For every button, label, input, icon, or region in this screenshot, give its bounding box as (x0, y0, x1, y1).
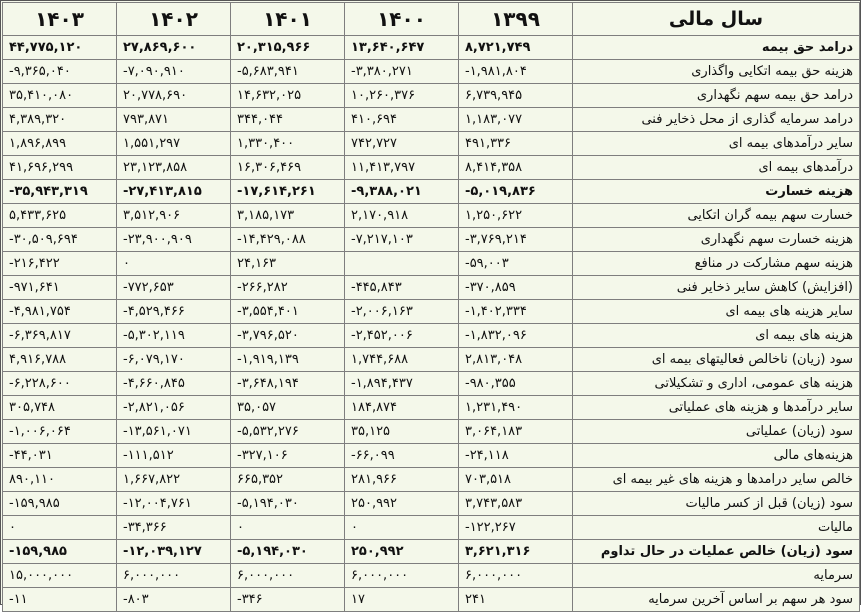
cell-value: ۱۱,۴۱۳,۷۹۷ (345, 156, 459, 180)
row-label: (افزایش) کاهش سایر ذخایر فنی (573, 276, 860, 300)
table-row (3, 540, 860, 564)
cell-value: ۴۱,۶۹۶,۲۹۹ (3, 156, 117, 180)
financial-statement-table (2, 2, 860, 612)
cell-value: -۹,۳۸۸,۰۲۱ (345, 180, 459, 204)
table-body (3, 36, 860, 612)
cell-value: ۲۷,۸۶۹,۶۰۰ (117, 36, 231, 60)
cell-value: -۱,۰۰۶,۰۶۴ (3, 420, 117, 444)
cell-value: ۰ (3, 516, 117, 540)
cell-value: -۶,۰۷۹,۱۷۰ (117, 348, 231, 372)
cell-value: -۵۹,۰۰۳ (459, 252, 573, 276)
cell-value: -۵,۱۹۴,۰۳۰ (231, 492, 345, 516)
cell-value: ۳۵,۰۵۷ (231, 396, 345, 420)
cell-value: ۰ (231, 516, 345, 540)
table-row (3, 156, 860, 180)
cell-value: -۱,۴۰۲,۳۳۴ (459, 300, 573, 324)
row-label: سایر درآمدهای بیمه ای (573, 132, 860, 156)
cell-value: -۲۷,۴۱۳,۸۱۵ (117, 180, 231, 204)
row-label: درامد حق بیمه (573, 36, 860, 60)
table-row (3, 372, 860, 396)
cell-value: ۳,۶۲۱,۳۱۶ (459, 540, 573, 564)
cell-value: ۶۶۵,۳۵۲ (231, 468, 345, 492)
cell-value: -۱۴,۴۲۹,۰۸۸ (231, 228, 345, 252)
row-label: سود (زیان) ناخالص فعالیتهای بیمه ای (573, 348, 860, 372)
cell-value: -۱۵۹,۹۸۵ (3, 540, 117, 564)
cell-value: ۳,۷۴۳,۵۸۳ (459, 492, 573, 516)
cell-value: -۲,۰۰۶,۱۶۳ (345, 300, 459, 324)
cell-value: -۲,۴۵۲,۰۰۶ (345, 324, 459, 348)
cell-value: ۶,۰۰۰,۰۰۰ (117, 564, 231, 588)
cell-value: -۱۷,۶۱۴,۲۶۱ (231, 180, 345, 204)
row-label: درامد سرمایه گذاری از محل ذخایر فنی (573, 108, 860, 132)
cell-value: -۲۱۶,۴۲۲ (3, 252, 117, 276)
cell-value: ۴۱۰,۶۹۴ (345, 108, 459, 132)
cell-value: ۷۴۲,۷۲۷ (345, 132, 459, 156)
cell-value: -۱۱۱,۵۱۲ (117, 444, 231, 468)
table-row (3, 564, 860, 588)
cell-value: -۳۴,۳۶۶ (117, 516, 231, 540)
cell-value: -۴,۹۸۱,۷۵۴ (3, 300, 117, 324)
cell-value: ۱,۲۳۱,۴۹۰ (459, 396, 573, 420)
cell-value: -۴,۵۲۹,۴۶۶ (117, 300, 231, 324)
cell-value: ۶,۰۰۰,۰۰۰ (345, 564, 459, 588)
cell-value: ۱,۷۴۴,۶۸۸ (345, 348, 459, 372)
cell-value: -۲۶۶,۲۸۲ (231, 276, 345, 300)
cell-value: ۸,۷۲۱,۷۴۹ (459, 36, 573, 60)
year-header: ۱۴۰۳ (3, 3, 117, 36)
row-label: هزینه سهم مشارکت در منافع (573, 252, 860, 276)
cell-value: ۳,۰۶۴,۱۸۳ (459, 420, 573, 444)
table-row (3, 36, 860, 60)
cell-value: ۲,۱۷۰,۹۱۸ (345, 204, 459, 228)
row-label: سرمایه (573, 564, 860, 588)
cell-value: -۷,۲۱۷,۱۰۳ (345, 228, 459, 252)
cell-value: ۱۳,۶۴۰,۶۴۷ (345, 36, 459, 60)
cell-value: ۲۳,۱۲۳,۸۵۸ (117, 156, 231, 180)
cell-value: ۴۹۱,۳۳۶ (459, 132, 573, 156)
cell-value: ۳۵,۱۲۵ (345, 420, 459, 444)
cell-value: ۲۴,۱۶۳ (231, 252, 345, 276)
cell-value: ۱۸۴,۸۷۴ (345, 396, 459, 420)
cell-value: -۴۴,۰۳۱ (3, 444, 117, 468)
cell-value: ۱۵,۰۰۰,۰۰۰ (3, 564, 117, 588)
cell-value: -۵,۵۳۲,۲۷۶ (231, 420, 345, 444)
table-row (3, 492, 860, 516)
row-label: هزینه خسارت (573, 180, 860, 204)
cell-value: -۳,۶۴۸,۱۹۴ (231, 372, 345, 396)
cell-value: -۳۴۶ (231, 588, 345, 612)
row-label: هزینه های عمومی، اداری و تشکیلاتی (573, 372, 860, 396)
table-row (3, 84, 860, 108)
year-header: ۱۴۰۲ (117, 3, 231, 36)
row-label: خسارت سهم بیمه گران اتکایی (573, 204, 860, 228)
fiscal-year-header: سال مالی (573, 3, 860, 36)
cell-value: ۱,۵۵۱,۲۹۷ (117, 132, 231, 156)
table-row (3, 348, 860, 372)
cell-value: -۶,۳۶۹,۸۱۷ (3, 324, 117, 348)
cell-value: -۳,۳۸۰,۲۷۱ (345, 60, 459, 84)
table-row (3, 396, 860, 420)
row-label: سود (زیان) خالص عملیات در حال تداوم (573, 540, 860, 564)
cell-value: -۴۴۵,۸۴۳ (345, 276, 459, 300)
row-label: هزینه های بیمه ای (573, 324, 860, 348)
cell-value: ۸۹۰,۱۱۰ (3, 468, 117, 492)
cell-value: -۳۲۷,۱۰۶ (231, 444, 345, 468)
row-label: سود (زیان) قبل از کسر مالیات (573, 492, 860, 516)
table-row (3, 444, 860, 468)
cell-value: -۱۳,۵۶۱,۰۷۱ (117, 420, 231, 444)
table-row (3, 228, 860, 252)
row-label: سایر هزینه های بیمه ای (573, 300, 860, 324)
cell-value (345, 252, 459, 276)
row-label: درآمدهای بیمه ای (573, 156, 860, 180)
cell-value: -۴,۶۶۰,۸۴۵ (117, 372, 231, 396)
cell-value: ۷۰۳,۵۱۸ (459, 468, 573, 492)
cell-value: -۷,۰۹۰,۹۱۰ (117, 60, 231, 84)
cell-value: ۳۰۵,۷۴۸ (3, 396, 117, 420)
cell-value: -۳۰,۵۰۹,۶۹۴ (3, 228, 117, 252)
cell-value: ۱,۶۶۷,۸۲۲ (117, 468, 231, 492)
table-row (3, 108, 860, 132)
cell-value: ۴,۹۱۶,۷۸۸ (3, 348, 117, 372)
table-row (3, 60, 860, 84)
cell-value: ۲۰,۳۱۵,۹۶۶ (231, 36, 345, 60)
cell-value: ۳,۱۸۵,۱۷۳ (231, 204, 345, 228)
cell-value: -۱,۹۱۹,۱۳۹ (231, 348, 345, 372)
cell-value: -۵,۳۰۲,۱۱۹ (117, 324, 231, 348)
cell-value: -۱,۸۹۴,۴۳۷ (345, 372, 459, 396)
year-header: ۱۳۹۹ (459, 3, 573, 36)
cell-value: -۲۴,۱۱۸ (459, 444, 573, 468)
row-label: درامد حق بیمه سهم نگهداری (573, 84, 860, 108)
cell-value: ۴,۳۸۹,۳۲۰ (3, 108, 117, 132)
cell-value: -۳,۷۹۶,۵۲۰ (231, 324, 345, 348)
cell-value: ۶,۰۰۰,۰۰۰ (231, 564, 345, 588)
year-header: ۱۴۰۱ (231, 3, 345, 36)
cell-value: -۱,۸۳۲,۰۹۶ (459, 324, 573, 348)
cell-value: ۱,۳۳۰,۴۰۰ (231, 132, 345, 156)
cell-value: -۱۲,۰۰۴,۷۶۱ (117, 492, 231, 516)
cell-value: ۳۴۴,۰۴۴ (231, 108, 345, 132)
row-label: مالیات (573, 516, 860, 540)
row-label: سود (زیان) عملیاتی (573, 420, 860, 444)
cell-value: -۹۷۱,۶۴۱ (3, 276, 117, 300)
cell-value: -۲,۸۲۱,۰۵۶ (117, 396, 231, 420)
table-row (3, 468, 860, 492)
table-row (3, 588, 860, 612)
table-row (3, 180, 860, 204)
row-label: هزینه‌های مالی (573, 444, 860, 468)
row-label: سایر درآمدها و هزینه های عملیاتی (573, 396, 860, 420)
cell-value: -۵,۶۸۳,۹۴۱ (231, 60, 345, 84)
year-header: ۱۴۰۰ (345, 3, 459, 36)
cell-value: -۲۳,۹۰۰,۹۰۹ (117, 228, 231, 252)
cell-value: ۲۰,۷۷۸,۶۹۰ (117, 84, 231, 108)
cell-value: ۱,۸۹۶,۸۹۹ (3, 132, 117, 156)
table-row (3, 132, 860, 156)
cell-value: ۱۶,۳۰۶,۴۶۹ (231, 156, 345, 180)
cell-value: ۰ (117, 252, 231, 276)
cell-value: ۳۵,۴۱۰,۰۸۰ (3, 84, 117, 108)
cell-value: ۱۴,۶۳۲,۰۲۵ (231, 84, 345, 108)
cell-value: ۷۹۳,۸۷۱ (117, 108, 231, 132)
row-label: سود هر سهم بر اساس آخرین سرمایه (573, 588, 860, 612)
cell-value: -۱۲۲,۲۶۷ (459, 516, 573, 540)
table-row (3, 300, 860, 324)
cell-value: ۲۸۱,۹۶۶ (345, 468, 459, 492)
table-row (3, 204, 860, 228)
cell-value: ۵,۴۳۳,۶۲۵ (3, 204, 117, 228)
cell-value: -۸۰۳ (117, 588, 231, 612)
cell-value: ۸,۴۱۴,۳۵۸ (459, 156, 573, 180)
table-row (3, 324, 860, 348)
table-row (3, 252, 860, 276)
cell-value: ۲۴۱ (459, 588, 573, 612)
cell-value: ۲,۸۱۳,۰۴۸ (459, 348, 573, 372)
cell-value: ۶,۰۰۰,۰۰۰ (459, 564, 573, 588)
cell-value: -۳۵,۹۴۳,۳۱۹ (3, 180, 117, 204)
cell-value: -۱۱ (3, 588, 117, 612)
cell-value: ۴۴,۷۷۵,۱۲۰ (3, 36, 117, 60)
cell-value: -۶,۲۲۸,۶۰۰ (3, 372, 117, 396)
cell-value: -۱۵۹,۹۸۵ (3, 492, 117, 516)
cell-value: -۳,۷۶۹,۲۱۴ (459, 228, 573, 252)
cell-value: -۵,۱۹۴,۰۳۰ (231, 540, 345, 564)
cell-value: -۳,۵۵۴,۴۰۱ (231, 300, 345, 324)
cell-value: -۵,۰۱۹,۸۳۶ (459, 180, 573, 204)
cell-value: -۱۲,۰۳۹,۱۲۷ (117, 540, 231, 564)
row-label: خالص سایر درامدها و هزینه های غیر بیمه ای (573, 468, 860, 492)
row-label: هزینه خسارت سهم نگهداری (573, 228, 860, 252)
cell-value: ۱۷ (345, 588, 459, 612)
cell-value: ۲۵۰,۹۹۲ (345, 540, 459, 564)
cell-value: ۱,۱۸۳,۰۷۷ (459, 108, 573, 132)
row-label: هزینه حق بیمه اتکایی واگذاری (573, 60, 860, 84)
cell-value: -۹۸۰,۳۵۵ (459, 372, 573, 396)
cell-value: ۳,۵۱۲,۹۰۶ (117, 204, 231, 228)
cell-value: ۰ (345, 516, 459, 540)
cell-value: ۱۰,۲۶۰,۳۷۶ (345, 84, 459, 108)
table-row (3, 420, 860, 444)
cell-value: ۶,۷۳۹,۹۴۵ (459, 84, 573, 108)
cell-value: ۲۵۰,۹۹۲ (345, 492, 459, 516)
cell-value: -۷۷۲,۶۵۳ (117, 276, 231, 300)
table-row (3, 276, 860, 300)
cell-value: -۹,۳۶۵,۰۴۰ (3, 60, 117, 84)
table-header-row (3, 3, 860, 36)
cell-value: ۱,۲۵۰,۶۲۲ (459, 204, 573, 228)
table-row (3, 516, 860, 540)
cell-value: -۱,۹۸۱,۸۰۴ (459, 60, 573, 84)
cell-value: -۳۷۰,۸۵۹ (459, 276, 573, 300)
cell-value: -۶۶,۰۹۹ (345, 444, 459, 468)
